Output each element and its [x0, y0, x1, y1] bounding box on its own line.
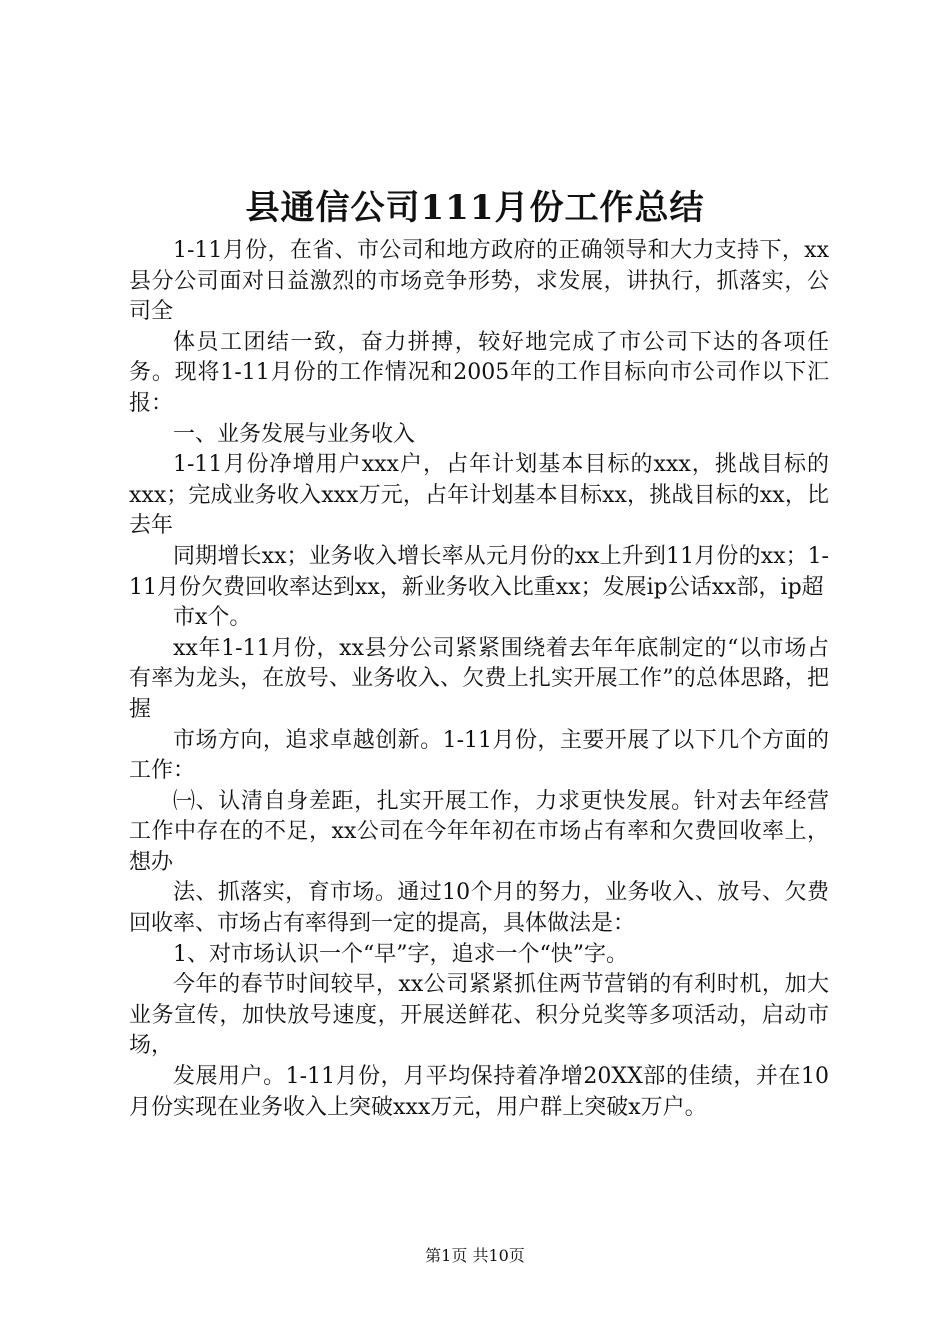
subsection-heading: 1、对市场认识一个“早”字，追求一个“快”字。 [173, 941, 628, 967]
page-title: 县通信公司111月份工作总结 [245, 188, 705, 228]
paragraph: 同期增长xx；业务收入增长率从元月份的xx上升到11月份的xx；1-11月份欠费回收率达到xx，新业务收入比重xx；发展ip公话xx部，ip超 [129, 543, 829, 600]
paragraph: ㈠、认清自身差距，扎实开展工作，力求更快发展。针对去年经营工作中存在的不足，xx公司在今年年初在市场占有率和欠费回收率上，想办 [129, 788, 829, 875]
page-footer: 第1页 共10页 [425, 1246, 525, 1265]
paragraph: 体员工团结一致，奋力拼搏，较好地完成了市公司下达的各项任务。现将1-11月份的工作情况和2005年的工作目标向市公司作以下汇报： [129, 329, 829, 416]
paragraph: 发展用户。1-11月份，月平均保持着净增20XX部的佳绩，并在10月份实现在业务收入上突破xxx万元，用户群上突破x万户。 [129, 1064, 829, 1120]
paragraph: 1-11月份净增用户xxx户，占年计划基本目标的xxx，挑战目标的xxx；完成业务收入xxx万元，占年计划基本目标xx，挑战目标的xx，比去年 [129, 452, 829, 539]
paragraph: 市x个。 [173, 605, 252, 631]
paragraph: 今年的春节时间较早，xx公司紧紧抓住两节营销的有利时机，加大业务宣传，加快放号速度，开展送鲜花、积分兑奖等多项活动，启动市场， [129, 972, 829, 1059]
paragraph: 1-11月份，在省、市公司和地方政府的正确领导和大力支持下，xx县分公司面对日益激烈的市场竞争形势，求发展，讲执行，抓落实，公司全 [129, 238, 829, 325]
section-heading: 一、业务发展与业务收入 [173, 421, 416, 447]
paragraph: 法、抓落实，育市场。通过10个月的努力，业务收入、放号、欠费回收率、市场占有率得到一定的提高，具体做法是： [129, 880, 829, 937]
paragraph: 市场方向，追求卓越创新。1-11月份，主要开展了以下几个方面的工作： [129, 727, 829, 784]
paragraph: xx年1-11月份，xx县分公司紧紧围绕着去年年底制定的“以市场占有率为龙头，在放号、业务收入、欠费上扎实开展工作”的总体思路，把握 [129, 635, 829, 722]
document-body [129, 236, 829, 1123]
